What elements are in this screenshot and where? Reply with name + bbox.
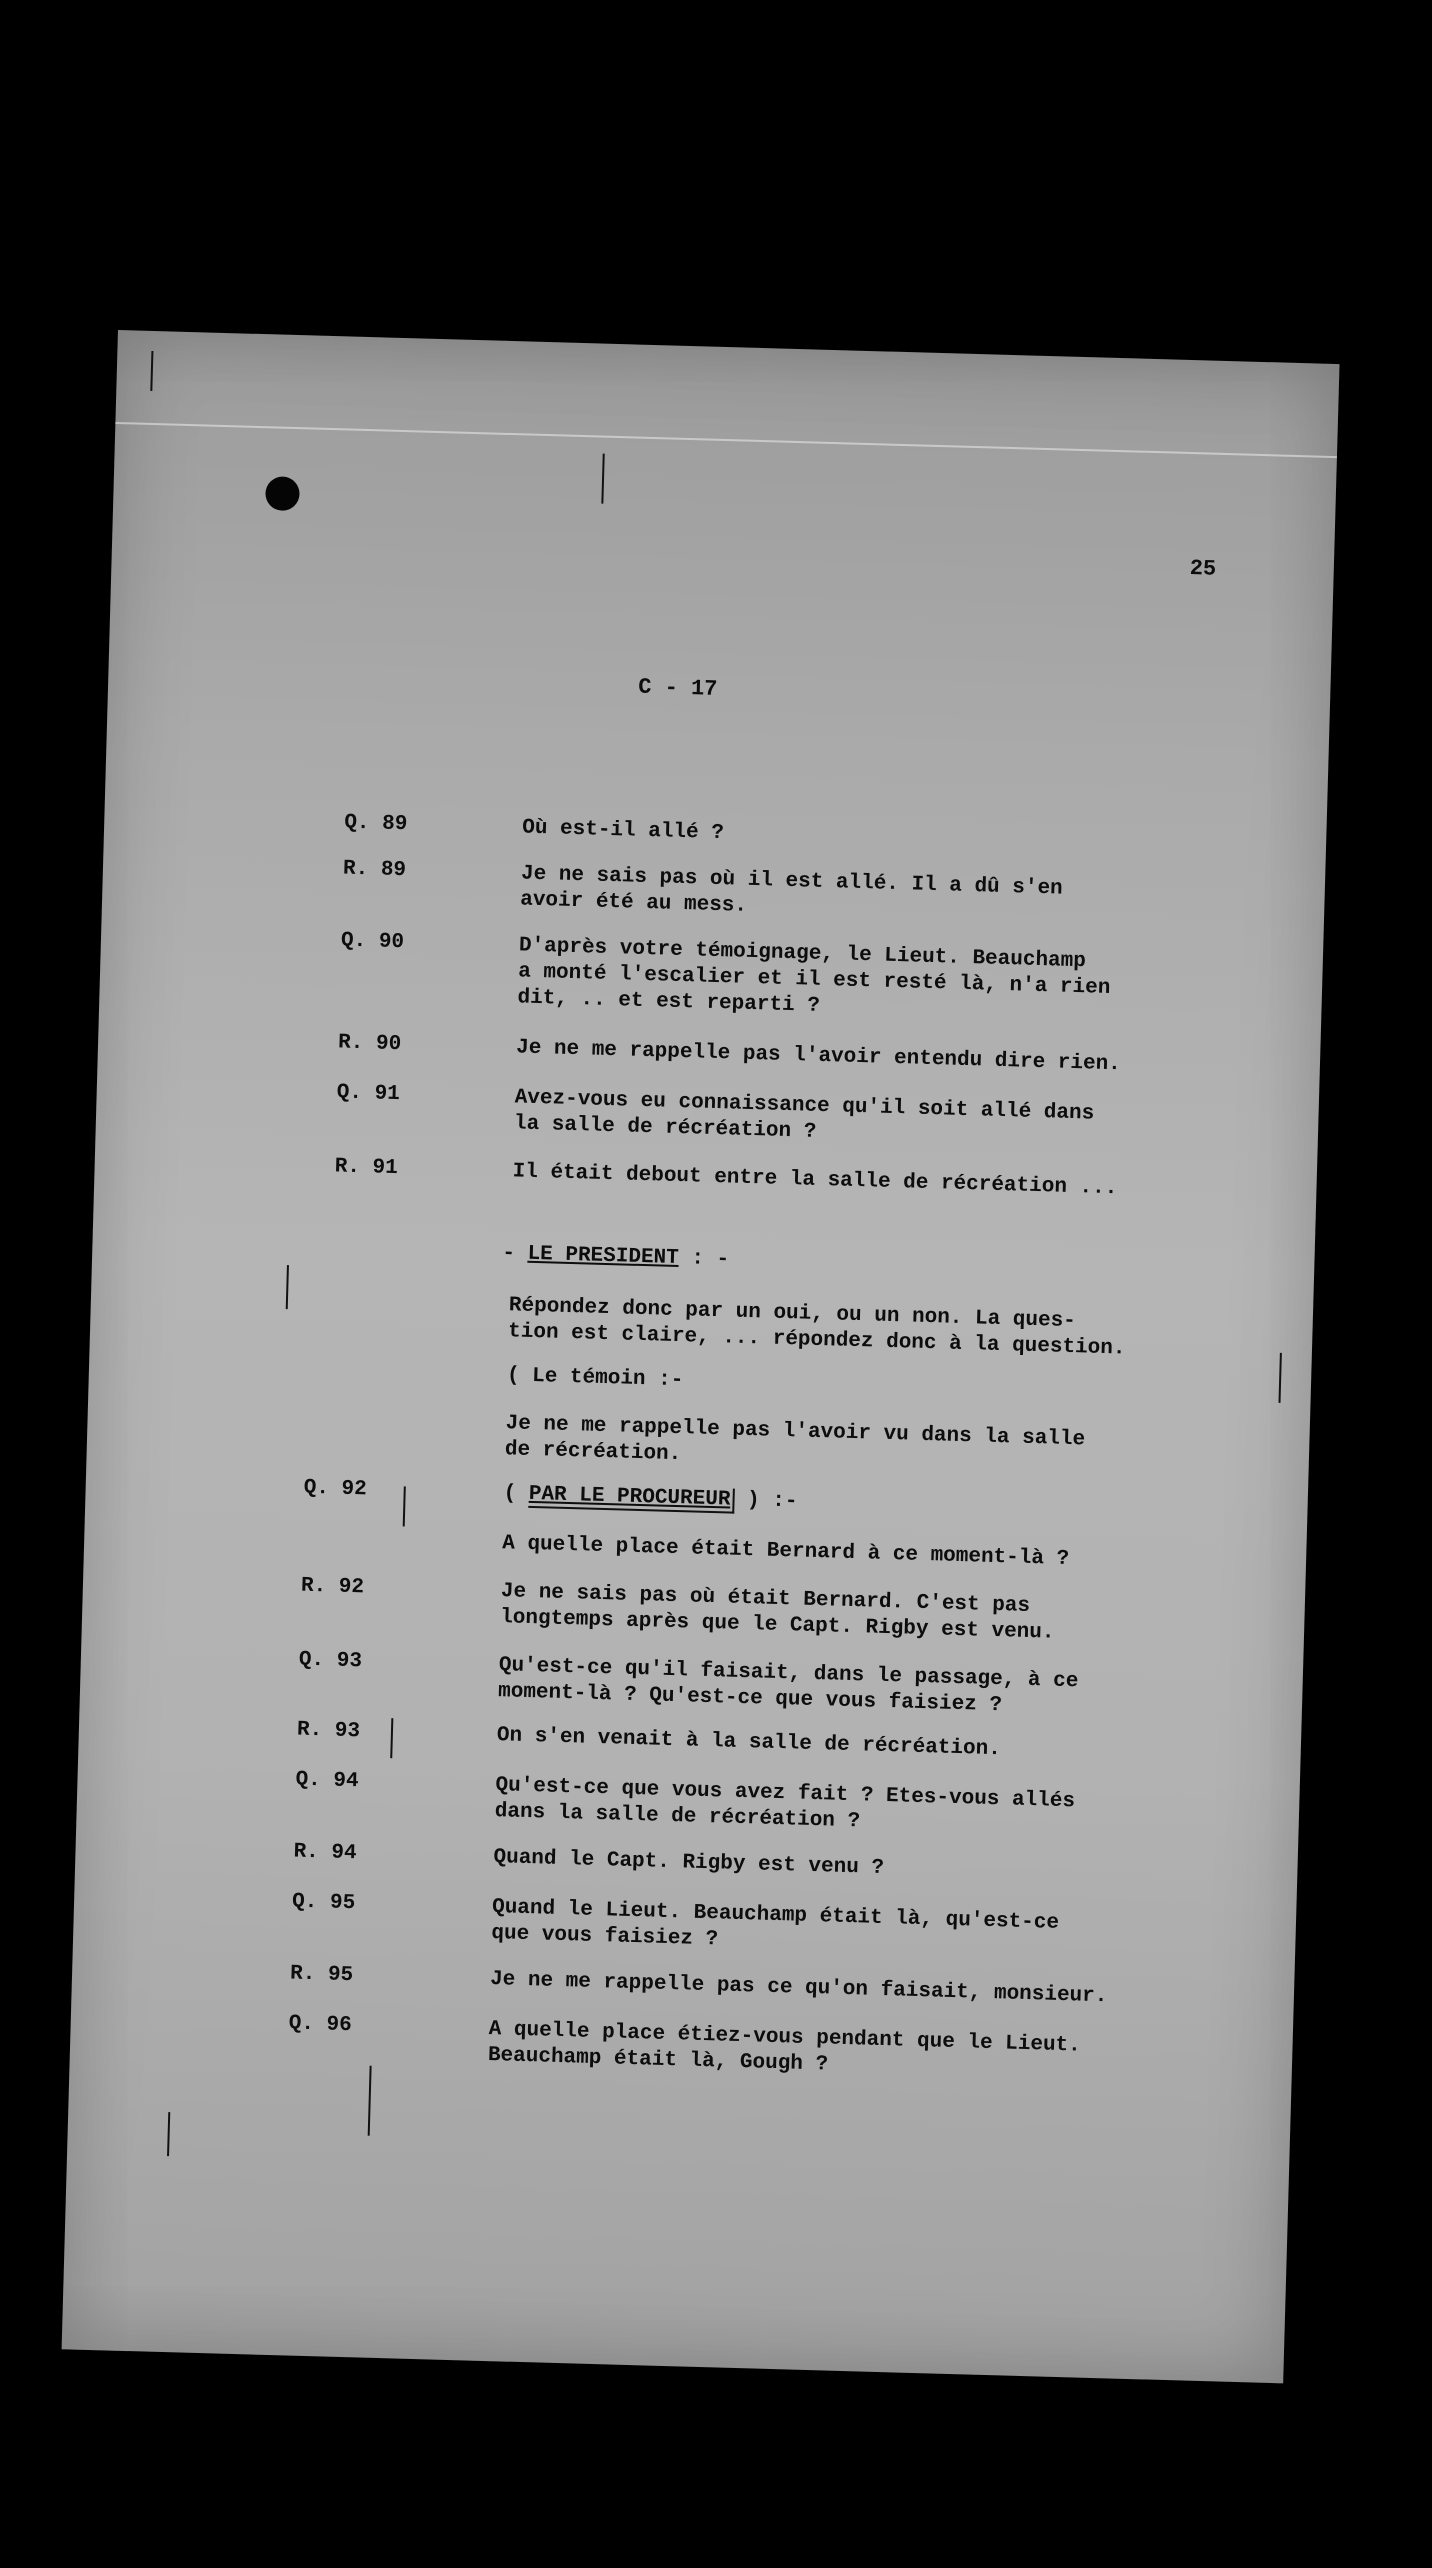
qa-entry <box>99 1024 1199 1077</box>
witness-text: Je ne me rappelle pas l'avoir vu dans la salle de récréation. <box>504 1412 1086 1467</box>
prosecutor-heading-title: PAR LE PROCUREUR <box>528 1483 734 1514</box>
entry-label: R. 91 <box>334 1155 399 1181</box>
entry-label: R. 90 <box>337 1031 402 1057</box>
prosecutor-heading: ( PAR LE PROCUREUR ) :- <box>503 1482 798 1514</box>
president-heading-title: LE PRESIDENT <box>527 1242 680 1271</box>
president-heading: - LE PRESIDENT : - <box>502 1242 730 1272</box>
entry-text: A quelle place était Bernard à ce moment-là ? <box>501 1532 1070 1572</box>
entry-text: Je ne sais pas où il est allé. Il a dû s'en avoir été au mess. <box>519 862 1063 918</box>
entry-label: R. 89 <box>342 857 407 883</box>
witness-heading: ( Le témoin :- <box>506 1364 684 1393</box>
entry-label: R. 92 <box>300 1574 365 1600</box>
page-number: 25 <box>1189 556 1217 582</box>
entry-text: Quand le Lieut. Beauchamp était là, qu'est-ce que vous faisiez ? <box>491 1896 1060 1952</box>
entry-text: Quand le Capt. Rigby est venu ? <box>493 1846 885 1880</box>
scan-mark <box>368 2066 372 2136</box>
entry-label: Q. 93 <box>298 1648 363 1674</box>
entry-label: R. 95 <box>289 1962 354 1988</box>
entry-label: R. 94 <box>293 1840 357 1866</box>
entry-label: Q. 94 <box>295 1768 359 1794</box>
qa-entry <box>83 1568 1183 1645</box>
scan-mark <box>403 1486 406 1526</box>
entry-text: Avez-vous eu connaissance qu'il soit allé dans la salle de récréation ? <box>513 1086 1095 1144</box>
qa-entry <box>97 1074 1197 1144</box>
entry-label: Q. 90 <box>340 929 405 955</box>
entry-text: Il était debout entre la salle de récréation ... <box>512 1160 1118 1201</box>
entry-label: Q. 95 <box>291 1890 356 1916</box>
qa-entry <box>95 1148 1195 1201</box>
entry-label: Q. 96 <box>288 2012 353 2038</box>
qa-entry <box>71 2005 1171 2077</box>
entry-text: Qu'est-ce qu'il faisait, dans le passage, à ce moment-là ? Qu'est-ce que vous faisiez ? <box>497 1654 1079 1718</box>
entry-text: Qu'est-ce que vous avez fait ? Etes-vous allés dans la salle de récréation ? <box>494 1774 1076 1834</box>
qa-entry <box>85 1520 1185 1572</box>
entry-label: Q. 89 <box>344 811 408 837</box>
entry-text: Où est-il allé ? <box>521 816 725 846</box>
scan-mark <box>1278 1353 1281 1403</box>
scan-mark <box>167 2112 170 2156</box>
entry-text: Je ne sais pas où était Bernard. C'est pas longtemps après que le Capt. Rigby est venu. <box>499 1580 1055 1645</box>
entry-label: R. 93 <box>296 1718 361 1744</box>
entry-text: D'après votre témoignage, le Lieut. Beauchamp a monté l'escalier et il est resté là, n'a rien dit, .. et est reparti ? <box>517 934 1111 1018</box>
qa-entry <box>81 1641 1181 1718</box>
entry-label: Q. 91 <box>336 1081 401 1107</box>
document-page <box>62 330 1340 2383</box>
entry-text: Je ne me rappelle pas l'avoir entendu dire rien. <box>515 1036 1122 1077</box>
qa-entry <box>105 804 1205 846</box>
punch-hole <box>265 476 300 511</box>
scan-mark <box>601 454 604 504</box>
section-code: C - 17 <box>637 674 718 702</box>
qa-entry <box>78 1761 1178 1834</box>
scan-mark <box>390 1718 393 1758</box>
entry-text: Je ne me rappelle pas ce qu'on faisait, monsieur. <box>489 1968 1108 2009</box>
scan-mark <box>150 351 153 391</box>
scan-mark <box>286 1265 289 1309</box>
entry-label: Q. 92 <box>303 1476 368 1502</box>
qa-entry <box>75 1883 1175 1952</box>
president-text: Répondez donc par un oui, ou un non. La ques- tion est claire, ... répondez donc à la question. <box>507 1294 1126 1361</box>
entry-text: A quelle place étiez-vous pendant que le Lieut. Beauchamp était là, Gough ? <box>487 2018 1082 2077</box>
entry-text: On s'en venait à la salle de récréation. <box>496 1724 1002 1762</box>
